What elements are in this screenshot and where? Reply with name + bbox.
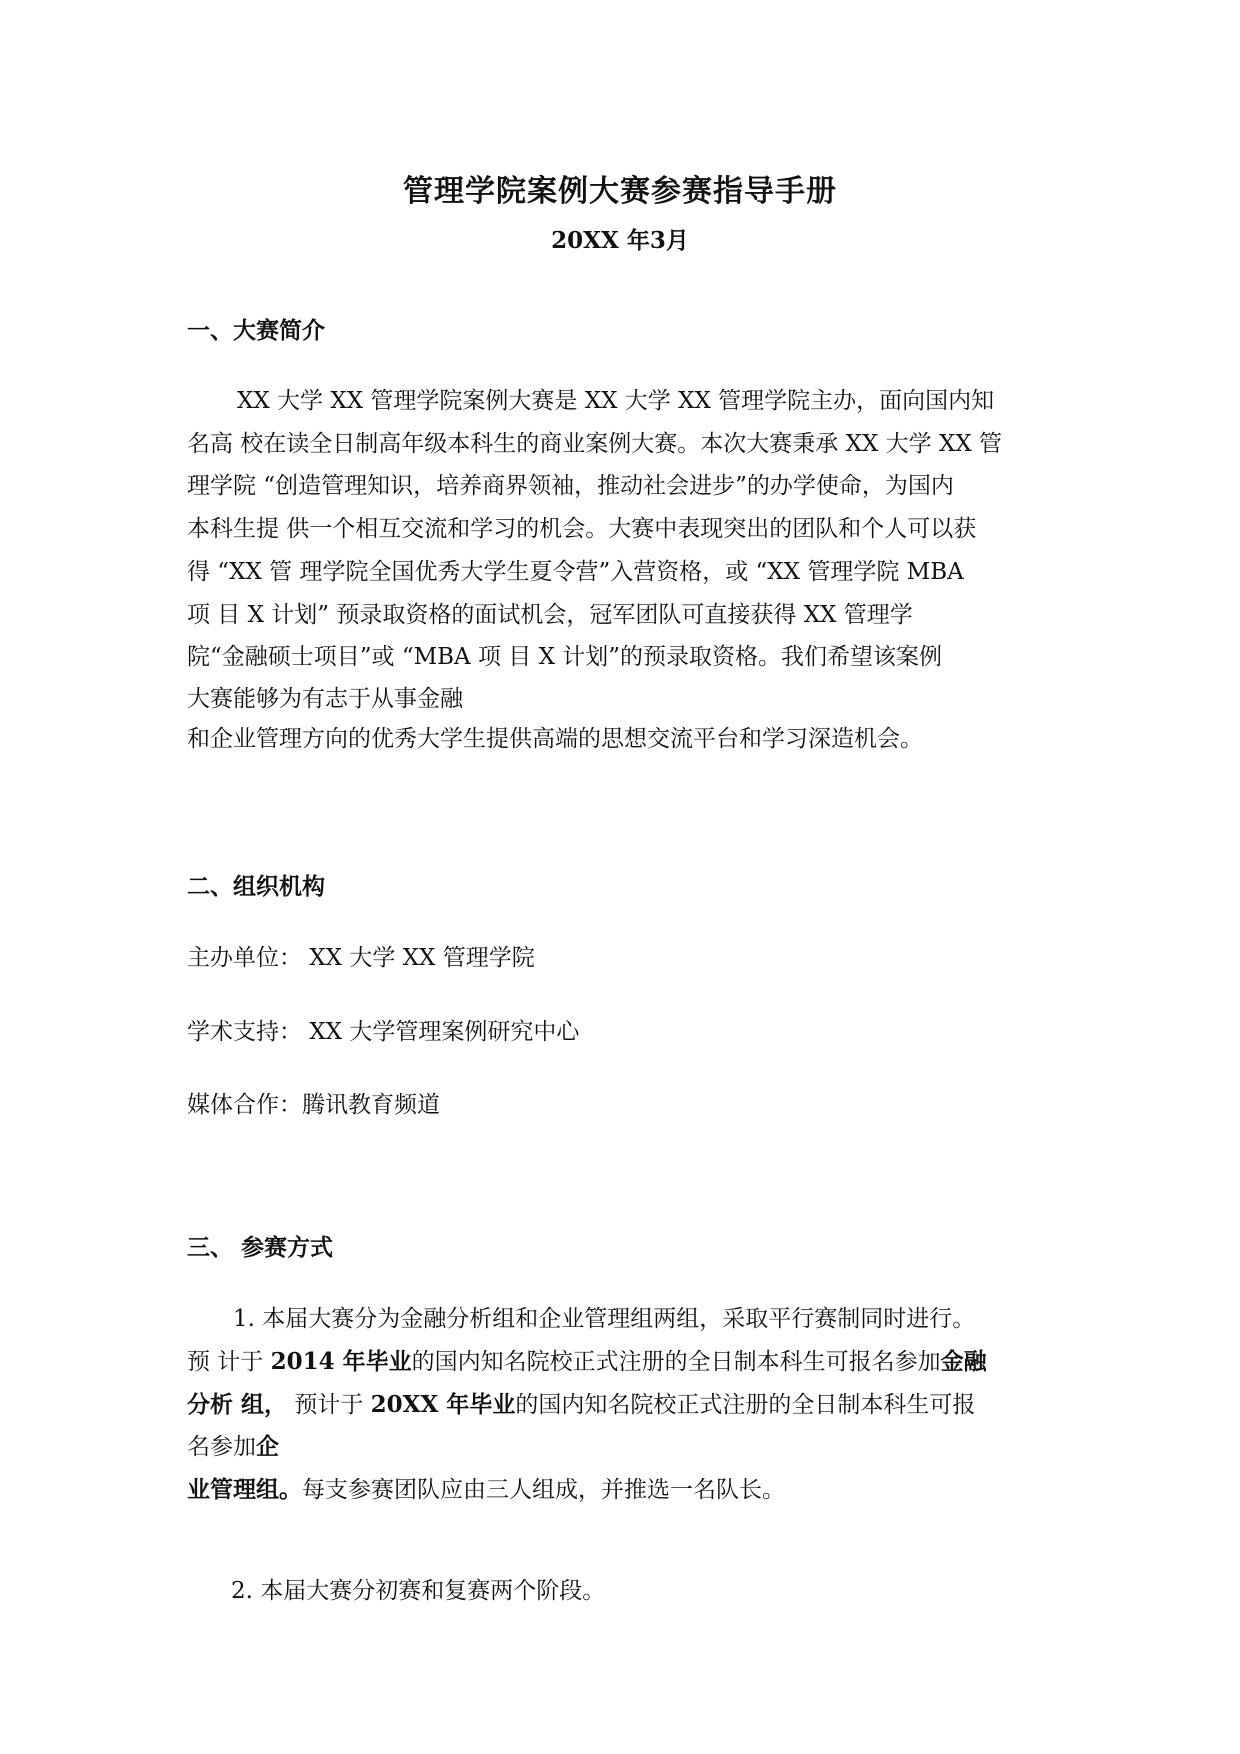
document-date: 20XX 年3月: [551, 227, 689, 254]
text-run: 预计于: [287, 1392, 371, 1418]
text-run: 名参加: [187, 1434, 256, 1460]
intro-line-6: 项 目 X 计划” 预录取资格的面试机会，冠军团队可直接获得 XX 管理学: [187, 602, 913, 628]
organizer-academic: 学术支持： XX 大学管理案例研究中心: [187, 1019, 580, 1045]
text-run: 每支参赛团队应由三人组成，并推选一名队长。: [302, 1477, 785, 1503]
participation-p1-line-1: 1. 本届大赛分为金融分析组和企业管理组两组，采取平行赛制同时进行。: [233, 1306, 976, 1332]
organizer-media: 媒体合作：腾讯教育频道: [187, 1092, 440, 1118]
text-run: 的国内知名院校正式注册的全日制本科生可报: [515, 1392, 976, 1418]
section-heading-intro: 一、大赛简介: [187, 318, 325, 344]
emphasis-graduation-20xx: 20XX 年毕业: [370, 1391, 516, 1418]
emphasis-finance: 金融: [940, 1348, 987, 1375]
intro-line-3: 理学院 “创造管理知识，培养商界领袖，推动社会进步”的办学使命，为国内: [187, 473, 954, 499]
section-heading-organization: 二、组织机构: [187, 874, 325, 900]
emphasis-graduation-2014: 2014 年毕业: [270, 1348, 412, 1375]
participation-p1-line-5: [187, 1475, 785, 1505]
intro-line-1: XX 大学 XX 管理学院案例大赛是 XX 大学 XX 管理学院主办，面向国内知: [237, 388, 995, 414]
intro-line-7: 院“金融硕士项目”或 “MBA 项 目 X 计划”的预录取资格。我们希望该案例: [187, 644, 943, 670]
intro-line-8: 大赛能够为有志于从事金融: [187, 686, 463, 712]
organizer-host: 主办单位： XX 大学 XX 管理学院: [187, 945, 535, 971]
participation-p1-line-3: [187, 1390, 975, 1420]
intro-line-4: 本科生提 供一个相互交流和学习的机会。大赛中表现突出的团队和个人可以获: [187, 516, 977, 542]
emphasis-management-group: 业管理组。: [187, 1476, 302, 1503]
emphasis-analysis-group: 分析 组，: [187, 1391, 288, 1418]
emphasis-enterprise: 企: [256, 1433, 279, 1460]
participation-p1-line-2: [187, 1347, 987, 1377]
intro-line-2: 名高 校在读全日制高年级本科生的商业案例大赛。本次大赛秉承 XX 大学 XX 管: [187, 431, 1003, 457]
document-title: 管理学院案例大赛参赛指导手册: [403, 174, 837, 209]
intro-line-5: 得 “XX 管 理学院全国优秀大学生夏令营”入营资格，或 “XX 管理学院 MBA: [187, 559, 964, 585]
section-heading-participation: 三、 参赛方式: [187, 1235, 334, 1261]
text-run: 的国内知名院校正式注册的全日制本科生可报名参加: [411, 1349, 941, 1375]
participation-p2: 2. 本届大赛分初赛和复赛两个阶段。: [231, 1578, 606, 1604]
participation-p1-line-4: [187, 1432, 279, 1462]
intro-line-9: 和企业管理方向的优秀大学生提供高端的思想交流平台和学习深造机会。: [187, 726, 923, 752]
text-run: 预 计于: [187, 1349, 271, 1375]
